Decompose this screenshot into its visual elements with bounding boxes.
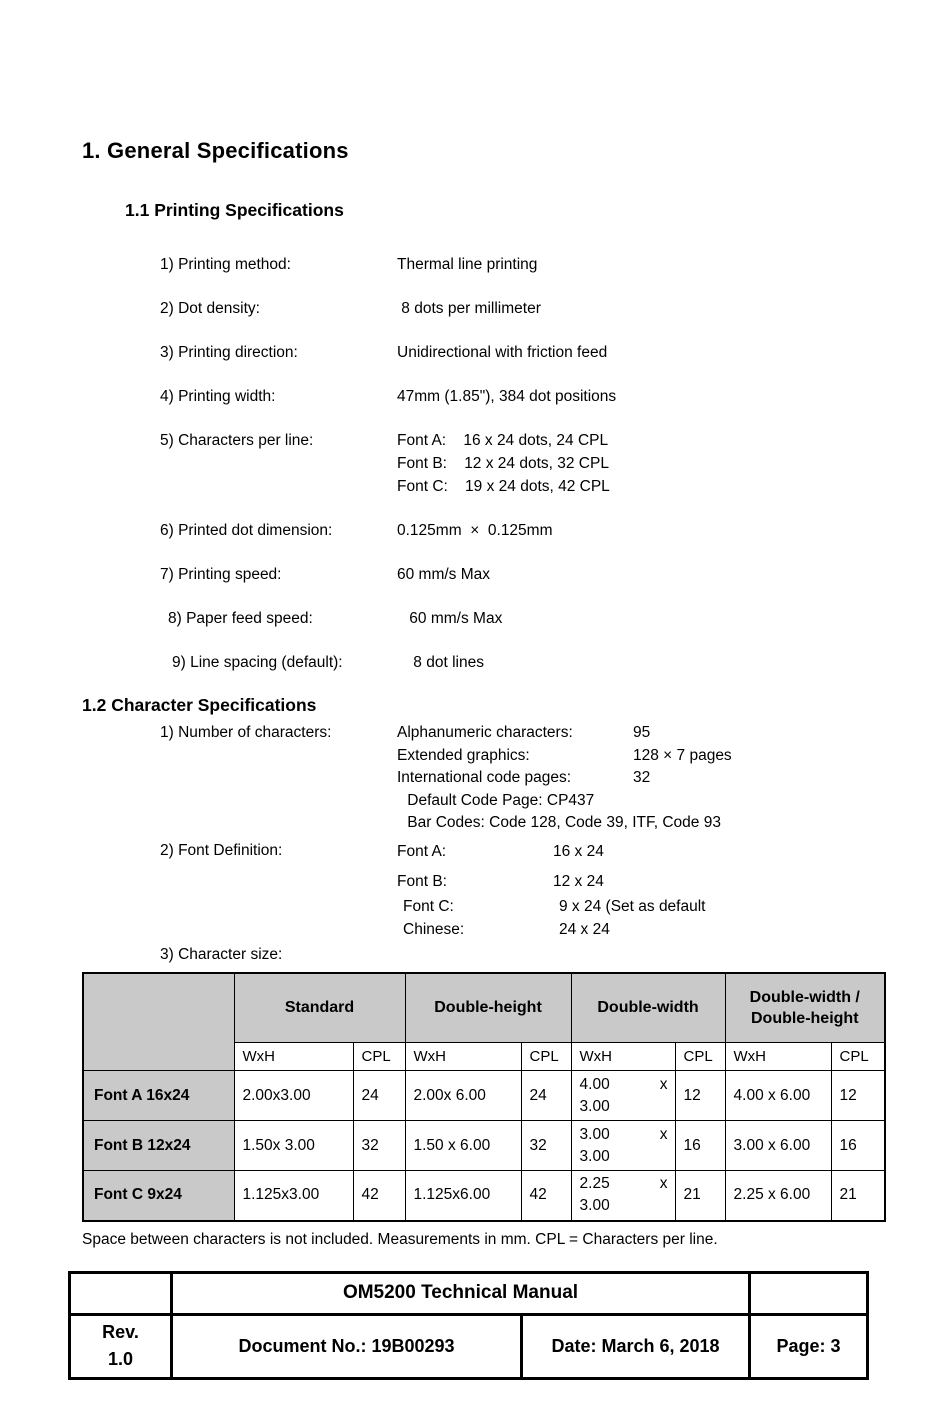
spec-value: Thermal line printing	[397, 256, 538, 273]
number-of-characters-values	[397, 722, 732, 835]
font-name-cell: Font B 12x24	[83, 1121, 234, 1171]
spec-row-dot-dimension	[160, 519, 890, 542]
spec-label: 3) Printing direction:	[160, 344, 298, 361]
section-heading-printing: 1.1 Printing Specifications	[125, 200, 344, 220]
nc-name: Bar Codes: Code 128, Code 39, ITF, Code 93	[403, 814, 721, 831]
fd-row-font-c	[397, 895, 705, 918]
font-name-cell: Font A 16x24	[83, 1071, 234, 1121]
dh-wxh-cell: 1.50 x 6.00	[405, 1121, 521, 1171]
fd-value: 16 x 24	[553, 842, 604, 860]
page-title: 1. General Specifications	[82, 138, 349, 163]
std-wxh-cell: 2.00x3.00	[234, 1071, 353, 1121]
subheader-wxh: WxH	[725, 1043, 831, 1071]
number-of-characters-row	[160, 722, 890, 835]
std-wxh-cell: 1.125x3.00	[234, 1171, 353, 1221]
font-definition-values	[397, 840, 705, 941]
font-c-line: Font C: 19 x 24 dots, 42 CPL	[397, 478, 610, 495]
dh-cpl-cell: 42	[521, 1171, 571, 1221]
fd-value: 24 x 24	[559, 920, 610, 938]
dw-value: 4.00 x 3.00	[579, 1075, 668, 1115]
spec-label: 7) Printing speed:	[160, 566, 282, 583]
fd-row-font-a	[397, 840, 705, 863]
footer-title-row	[70, 1272, 868, 1314]
table-header-group-row	[83, 973, 885, 1043]
fd-name: Font C:	[403, 897, 454, 915]
col-group-double-width: Double-width	[571, 973, 725, 1043]
spec-value: 8 dot lines	[409, 654, 484, 671]
page-number: Page: 3	[750, 1314, 868, 1378]
dwdh-cpl-cell: 21	[831, 1171, 885, 1221]
spec-label: 2) Font Definition:	[160, 841, 283, 859]
subheader-wxh: WxH	[234, 1043, 353, 1071]
dw-value: 3.00 x 3.00	[579, 1125, 668, 1165]
col-group-double-height: Double-height	[405, 973, 571, 1043]
dwdh-wxh-cell: 3.00 x 6.00	[725, 1121, 831, 1171]
revision-label: Rev.	[102, 1322, 139, 1342]
subheader-wxh: WxH	[405, 1043, 521, 1071]
nc-value: 95	[633, 724, 651, 741]
spec-label: 9) Line spacing (default):	[172, 654, 343, 671]
subheader-cpl: CPL	[353, 1043, 405, 1071]
nc-name: Default Code Page: CP437	[403, 791, 595, 809]
spec-value: 60 mm/s Max	[405, 610, 503, 627]
nc-row-alphanumeric	[397, 722, 732, 745]
dh-cpl-cell: 24	[521, 1071, 571, 1121]
dw-cpl-cell: 12	[675, 1071, 725, 1121]
spec-value-multiline	[397, 429, 610, 498]
font-b-line: Font B: 12 x 24 dots, 32 CPL	[397, 455, 609, 472]
subheader-cpl: CPL	[521, 1043, 571, 1071]
subheader-wxh: WxH	[571, 1043, 675, 1071]
nc-name: Alphanumeric characters:	[397, 724, 573, 741]
table-corner-cell	[83, 973, 234, 1071]
col-group-double-width-height: Double-width / Double-height	[725, 973, 885, 1043]
col-group-standard: Standard	[234, 973, 405, 1043]
fd-row-font-b	[397, 870, 705, 893]
std-cpl-cell: 32	[353, 1121, 405, 1171]
dwdh-cpl-cell: 16	[831, 1121, 885, 1171]
footer-empty-cell	[750, 1272, 868, 1314]
nc-row-bar-codes	[397, 812, 732, 835]
footer-info-table	[68, 1271, 869, 1380]
std-wxh-cell: 1.50x 3.00	[234, 1121, 353, 1171]
spec-label: 6) Printed dot dimension:	[160, 522, 333, 539]
nc-row-code-pages	[397, 767, 732, 790]
subheader-cpl: CPL	[831, 1043, 885, 1071]
manual-title: OM5200 Technical Manual	[172, 1272, 750, 1314]
spec-row-paper-feed-speed	[160, 607, 890, 630]
spec-row-printing-width	[160, 385, 890, 408]
spec-row-characters-per-line	[160, 429, 890, 498]
table-row-font-b	[83, 1121, 885, 1171]
document-number: Document No.: 19B00293	[172, 1314, 522, 1378]
revision-value: 1.0	[107, 1349, 134, 1369]
dw-wxh-cell	[571, 1121, 675, 1171]
spec-label: 4) Printing width:	[160, 388, 276, 405]
fd-name: Chinese:	[403, 920, 465, 938]
spec-label: 2) Dot density:	[160, 300, 260, 317]
dwdh-wxh-cell: 2.25 x 6.00	[725, 1171, 831, 1221]
dh-wxh-cell: 2.00x 6.00	[405, 1071, 521, 1121]
nc-value: 128 × 7 pages	[633, 746, 732, 764]
spec-label: 1) Printing method:	[160, 256, 291, 273]
character-size-table	[82, 972, 886, 1222]
footer-detail-row	[70, 1314, 868, 1378]
footer-empty-cell	[70, 1272, 172, 1314]
std-cpl-cell: 24	[353, 1071, 405, 1121]
nc-row-default-code-page	[397, 790, 732, 813]
spec-row-line-spacing	[160, 651, 890, 674]
dw-cpl-cell: 21	[675, 1171, 725, 1221]
nc-row-extended-graphics	[397, 745, 732, 768]
document-date: Date: March 6, 2018	[522, 1314, 750, 1378]
section-heading-character: 1.2 Character Specifications	[82, 695, 317, 715]
nc-name: Extended graphics:	[397, 746, 530, 764]
spec-row-printing-speed	[160, 563, 890, 586]
fd-value: 9 x 24 (Set as default	[559, 897, 706, 915]
font-definition-row	[160, 840, 890, 941]
fd-name: Font B:	[397, 872, 447, 890]
dh-cpl-cell: 32	[521, 1121, 571, 1171]
fd-row-chinese	[397, 918, 705, 941]
fd-name: Font A:	[397, 842, 447, 860]
subheader-cpl: CPL	[675, 1043, 725, 1071]
spec-label: 5) Characters per line:	[160, 432, 314, 449]
dw-wxh-cell	[571, 1071, 675, 1121]
table-row-font-a	[83, 1071, 885, 1121]
spec-row-printing-method	[160, 253, 890, 276]
character-size-label: 3) Character size:	[160, 945, 283, 963]
revision-cell	[70, 1314, 172, 1378]
std-cpl-cell: 42	[353, 1171, 405, 1221]
character-spec-block	[160, 722, 890, 941]
fd-value: 12 x 24	[553, 872, 604, 890]
dw-wxh-cell	[571, 1171, 675, 1221]
spec-value: 8 dots per millimeter	[397, 300, 541, 317]
font-a-line: Font A: 16 x 24 dots, 24 CPL	[397, 432, 609, 449]
table-footnote: Space between characters is not included. Measurements in mm. CPL = Characters per line.	[82, 1230, 718, 1248]
spec-row-printing-direction	[160, 341, 890, 364]
nc-value: 32	[633, 769, 651, 786]
spec-value: 0.125mm × 0.125mm	[397, 522, 553, 539]
dwdh-wxh-cell: 4.00 x 6.00	[725, 1071, 831, 1121]
spec-row-dot-density	[160, 297, 890, 320]
spec-label: 1) Number of characters:	[160, 724, 332, 741]
dh-wxh-cell: 1.125x6.00	[405, 1171, 521, 1221]
table-row-font-c	[83, 1171, 885, 1221]
dwdh-cpl-cell: 12	[831, 1071, 885, 1121]
spec-value: 47mm (1.85"), 384 dot positions	[397, 388, 617, 405]
nc-name: International code pages:	[397, 769, 572, 786]
dw-cpl-cell: 16	[675, 1121, 725, 1171]
font-name-cell: Font C 9x24	[83, 1171, 234, 1221]
spec-value: 60 mm/s Max	[397, 566, 491, 583]
dw-value: 2.25 x 3.00	[579, 1175, 668, 1215]
printing-spec-list	[160, 253, 890, 674]
spec-label: 8) Paper feed speed:	[168, 610, 313, 627]
spec-value: Unidirectional with friction feed	[397, 344, 608, 361]
